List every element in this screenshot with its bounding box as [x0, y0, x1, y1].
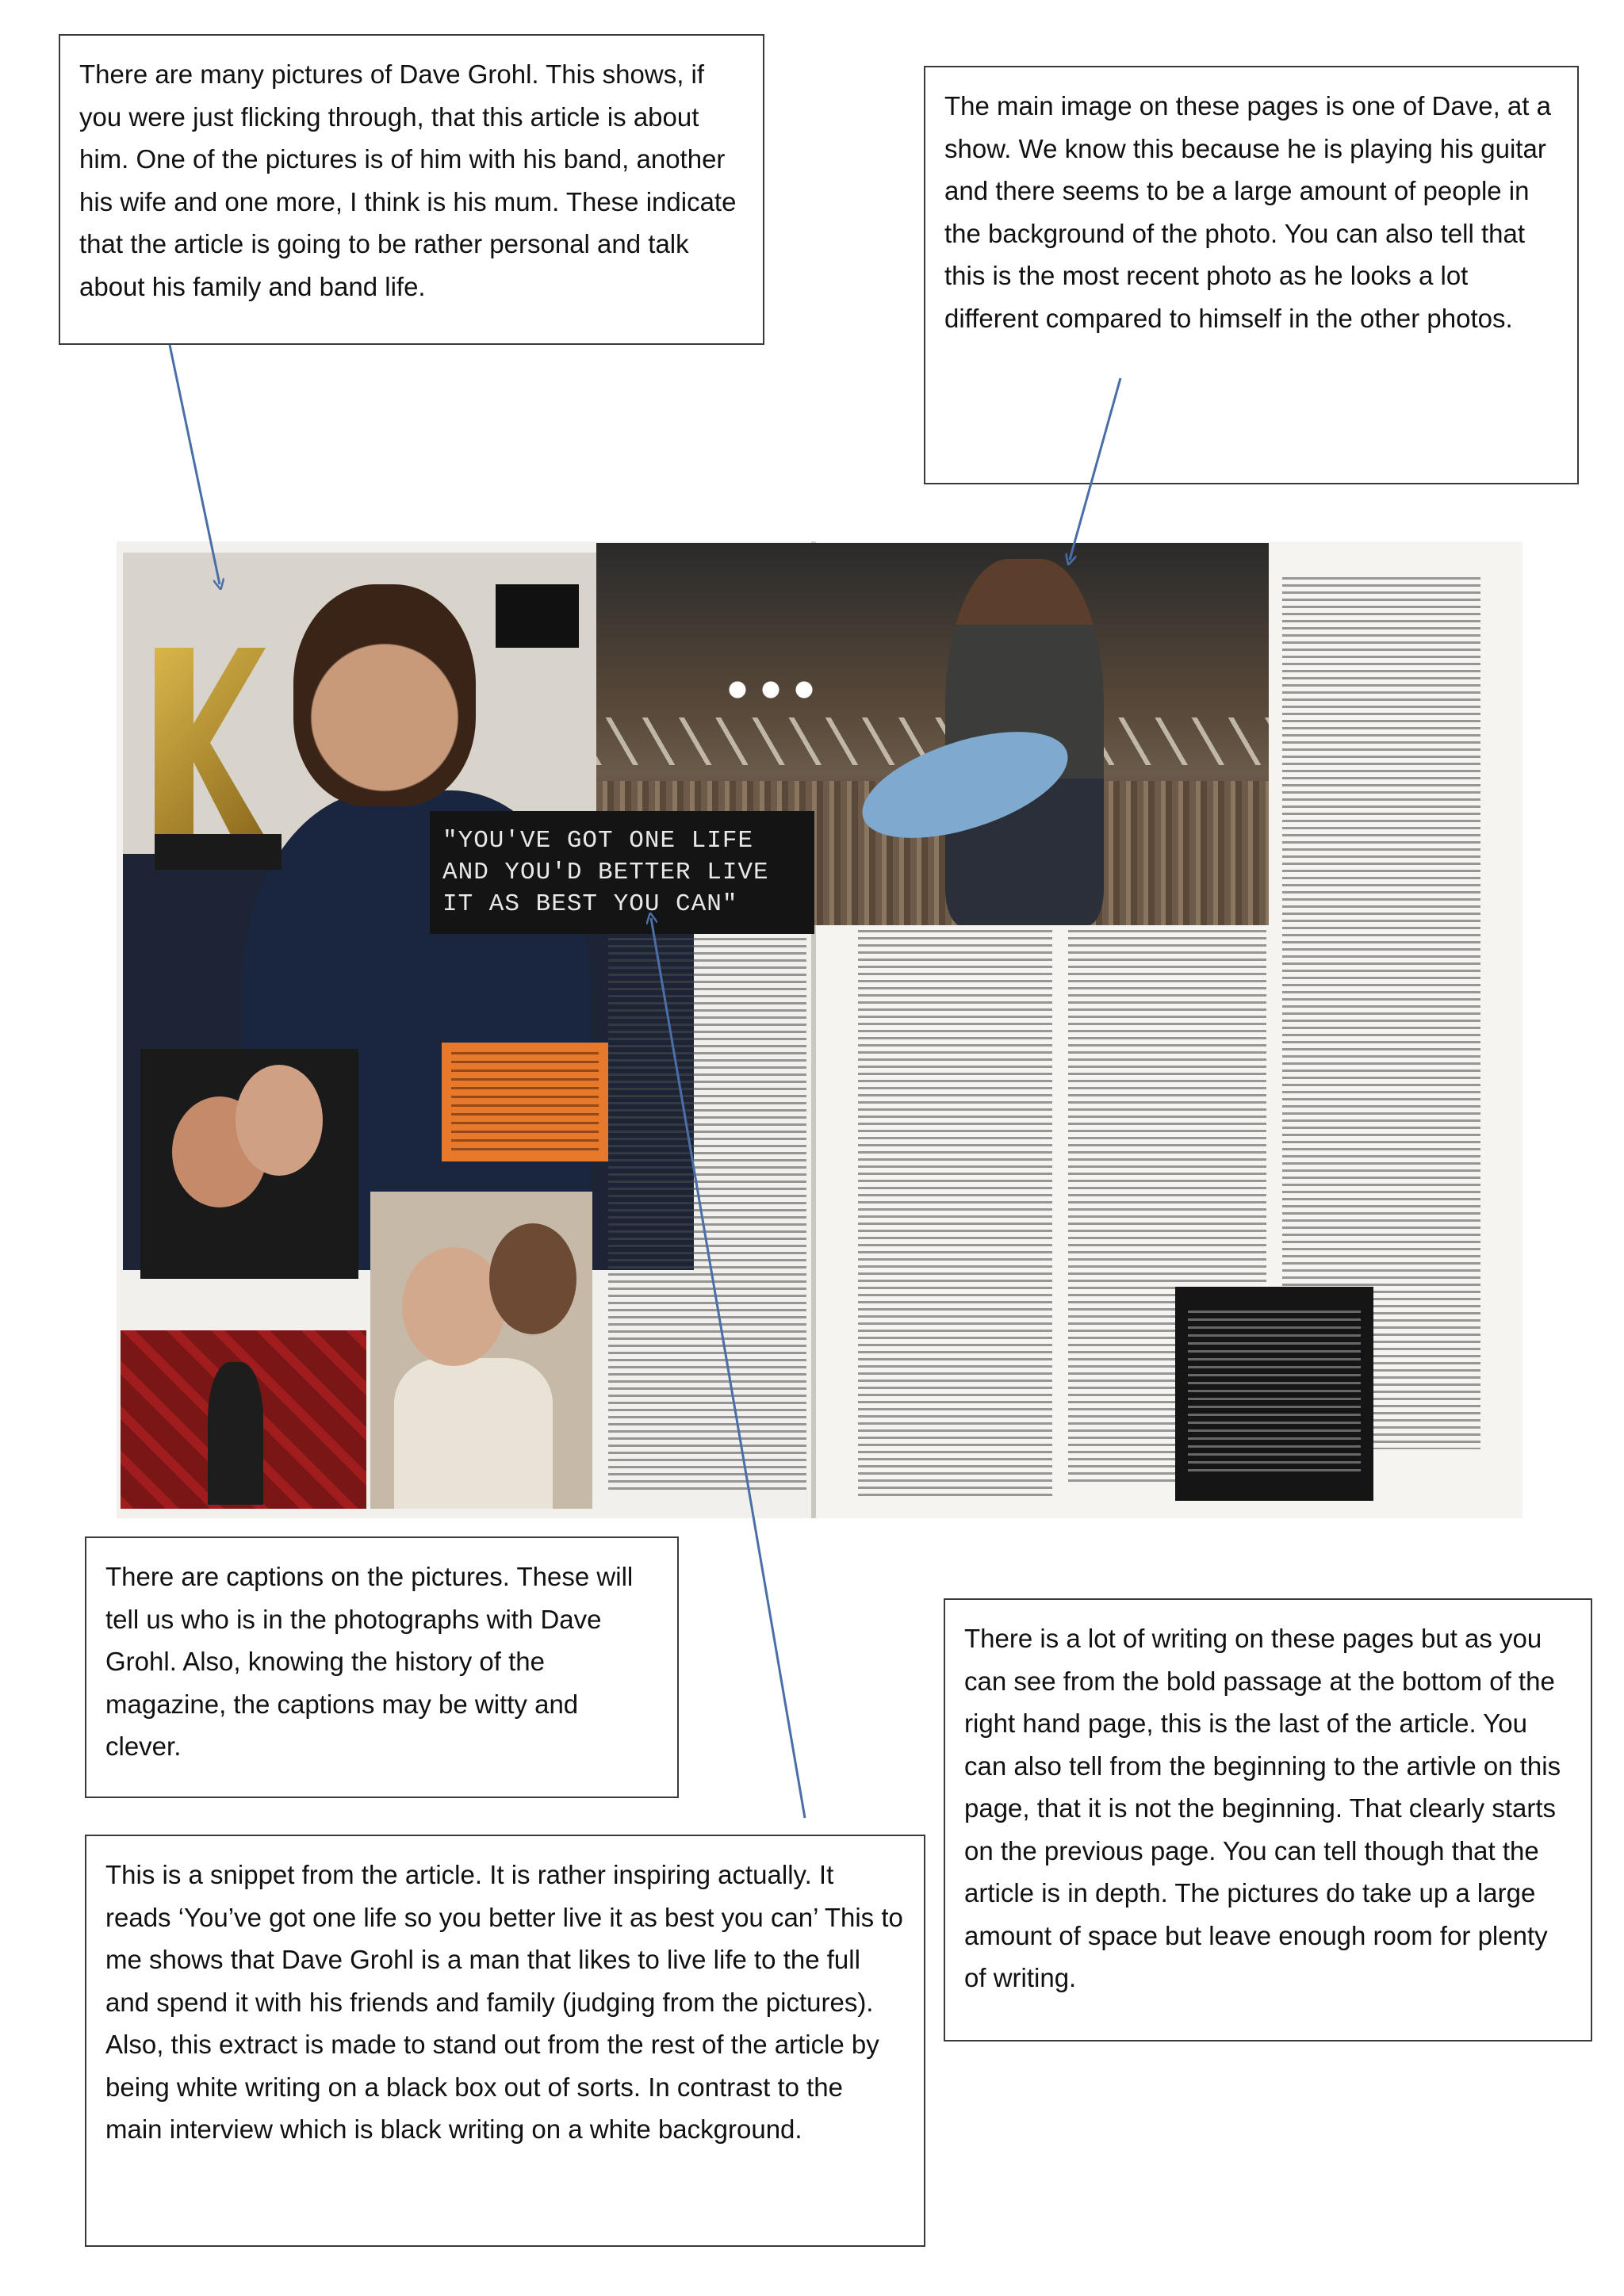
photo-caption-tag	[496, 584, 579, 648]
photo-with-wife	[370, 1192, 592, 1509]
annotation-snippet: This is a snippet from the article. It is rather inspiring actually. It reads ‘You’ve got one life so you better live it as best you can’ This to me shows that Dave Grohl is a man that likes to live life to the full and spend it with his friends and family (judging from the pictures). Also, this extract is made to stand out from the rest of the article by being white writing on a black box out of sorts. In contrast to the main interview which is black writing on a white background.	[85, 1835, 925, 2247]
magazine-spread	[117, 541, 1522, 1518]
bold-final-passage-box	[1175, 1287, 1373, 1501]
pull-quote-box: "YOU'VE GOT ONE LIFE AND YOU'D BETTER LIVE IT AS BEST YOU CAN"	[430, 811, 814, 934]
annotation-captions: There are captions on the pictures. These will tell us who is in the photographs with Dave Grohl. Also, knowing the history of the magazine, the captions may be witty and clever.	[85, 1536, 679, 1798]
article-column	[608, 938, 806, 1493]
annotation-main-image: The main image on these pages is one of Dave, at a show. We know this because he is playing his guitar and there seems to be a large amount of people in the background of the photo. You can also tell that this is the most recent photo as he looks a lot different compared to himself in the other photos.	[924, 66, 1579, 484]
orange-sidebar-box	[442, 1043, 608, 1161]
annotation-pictures: There are many pictures of Dave Grohl. This shows, if you were just flicking through, that this article is about him. One of the pictures is of him with his band, another his wife and one more, I think is his mum. These indicate that the article is going to be rather personal and talk about his family and band life.	[59, 34, 764, 345]
article-column	[858, 930, 1052, 1501]
photo-with-mum	[140, 1049, 358, 1279]
annotation-writing: There is a lot of writing on these pages but as you can see from the bold passage at the bottom of the right hand page, this is the last of the article. You can also tell from the beginning to the artivle on this page, that it is not the beginning. That clearly starts on the previous page. You can tell though that the article is in depth. The pictures do take up a large amount of space but leave enough room for plenty of writing.	[944, 1598, 1592, 2042]
photo-with-band	[121, 1330, 366, 1509]
